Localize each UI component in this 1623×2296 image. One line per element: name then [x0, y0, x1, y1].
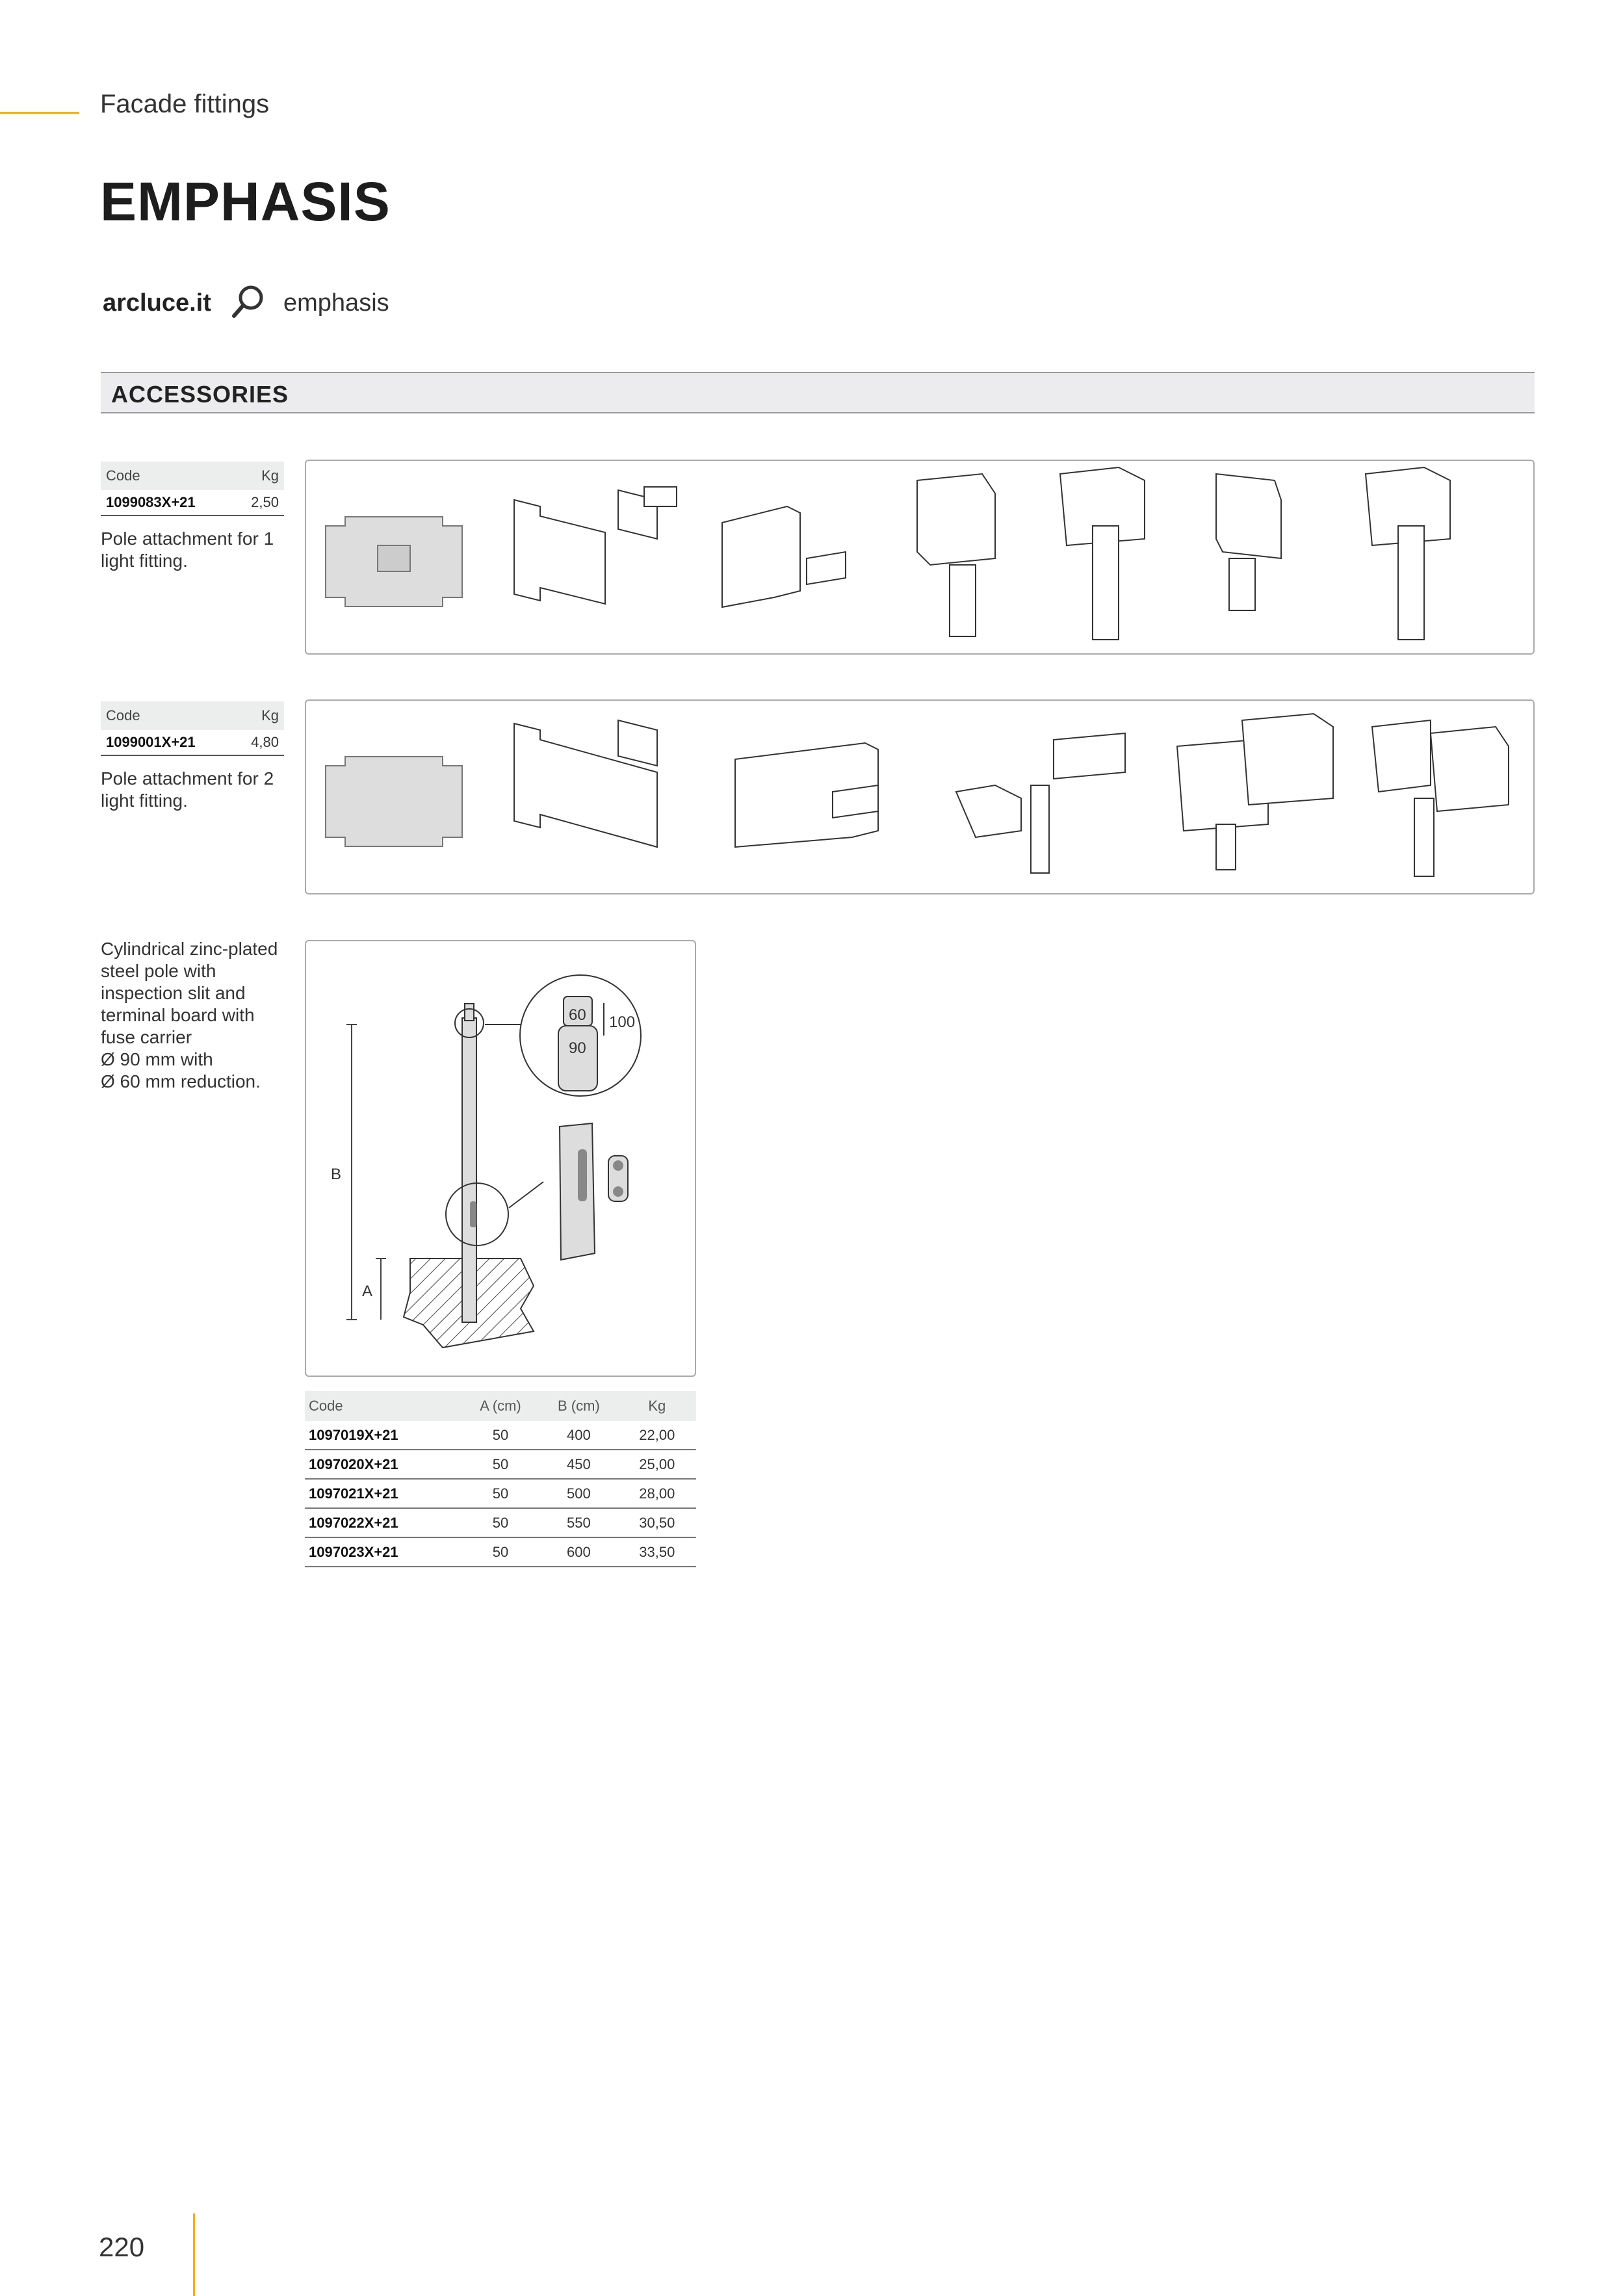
accessory-code: 1099083X+21	[106, 494, 196, 510]
page-number: 220	[99, 2232, 145, 2262]
site-link[interactable]: arcluce.it	[103, 289, 211, 317]
accessories-heading-bar	[101, 372, 1535, 413]
section-accent-rule	[0, 112, 79, 114]
reduction-height-label: 100	[609, 1013, 636, 1031]
search-icon	[230, 283, 266, 320]
row-a: 50	[461, 1508, 539, 1537]
page-accent-rule	[193, 2213, 195, 2296]
row-a: 50	[461, 1479, 539, 1508]
accessory-1-illustrations	[305, 460, 1535, 655]
row-code: 1097020X+21	[305, 1450, 461, 1479]
code-header: Code	[106, 707, 140, 724]
row-b: 500	[539, 1479, 617, 1508]
row-b: 450	[539, 1450, 617, 1479]
row-a: 50	[461, 1537, 539, 1567]
code-header: Code	[106, 467, 140, 484]
accessory-weight: 2,50	[251, 494, 279, 510]
pole-description-line: steel pole with	[101, 961, 216, 981]
table-row	[305, 1450, 696, 1479]
row-b: 600	[539, 1537, 617, 1567]
pole-description-line: Ø 60 mm reduction.	[101, 1071, 261, 1091]
row-code: 1097019X+21	[305, 1421, 461, 1450]
accessories-heading: ACCESSORIES	[111, 381, 289, 408]
code-header: Code	[305, 1391, 461, 1421]
a-header: A (cm)	[461, 1391, 539, 1421]
pole-description-line: inspection slit and	[101, 983, 246, 1003]
table-row	[305, 1537, 696, 1567]
pole-table	[305, 1391, 696, 1567]
table-row	[305, 1421, 696, 1450]
accessory-weight: 4,80	[251, 734, 279, 750]
top-diameter-label: 60	[569, 1006, 586, 1024]
pole-description	[101, 938, 296, 1093]
row-b: 400	[539, 1421, 617, 1450]
accessory-1-description: Pole attachment for 1 light fitting.	[101, 528, 274, 571]
row-kg: 25,00	[618, 1450, 696, 1479]
row-code: 1097022X+21	[305, 1508, 461, 1537]
row-a: 50	[461, 1421, 539, 1450]
bottom-diameter-label: 90	[569, 1039, 586, 1057]
pole-diagram-panel	[305, 940, 696, 1377]
pole-description-line: terminal board with	[101, 1005, 255, 1025]
kg-header: Kg	[261, 707, 279, 724]
row-kg: 30,50	[618, 1508, 696, 1537]
dimension-b-label: B	[331, 1166, 342, 1183]
page-title: EMPHASIS	[100, 171, 391, 232]
row-kg: 22,00	[618, 1421, 696, 1450]
row-code: 1097021X+21	[305, 1479, 461, 1508]
pole-diagram	[306, 941, 695, 1376]
row-code: 1097023X+21	[305, 1537, 461, 1567]
accessory-1-table	[101, 462, 284, 516]
b-header: B (cm)	[539, 1391, 617, 1421]
search-keyword: emphasis	[283, 289, 389, 317]
kg-header: Kg	[261, 467, 279, 484]
row-a: 50	[461, 1450, 539, 1479]
table-row	[305, 1479, 696, 1508]
accessory-2-table	[101, 701, 284, 756]
accessory-2-illustrations	[305, 699, 1535, 894]
pole-attachment-2-drawings	[306, 701, 1533, 893]
pole-attachment-1-drawings	[306, 461, 1533, 653]
accessory-2-description: Pole attachment for 2 light fitting.	[101, 768, 274, 811]
row-kg: 33,50	[618, 1537, 696, 1567]
pole-description-line: Ø 90 mm with	[101, 1049, 213, 1069]
row-kg: 28,00	[618, 1479, 696, 1508]
table-row	[305, 1508, 696, 1537]
pole-description-line: fuse carrier	[101, 1027, 192, 1047]
row-b: 550	[539, 1508, 617, 1537]
kg-header: Kg	[618, 1391, 696, 1421]
dimension-a-label: A	[362, 1283, 373, 1300]
table-header-row	[305, 1391, 696, 1421]
pole-description-line: Cylindrical zinc-plated	[101, 939, 278, 959]
section-label: Facade fittings	[100, 90, 270, 118]
accessory-code: 1099001X+21	[106, 734, 196, 750]
